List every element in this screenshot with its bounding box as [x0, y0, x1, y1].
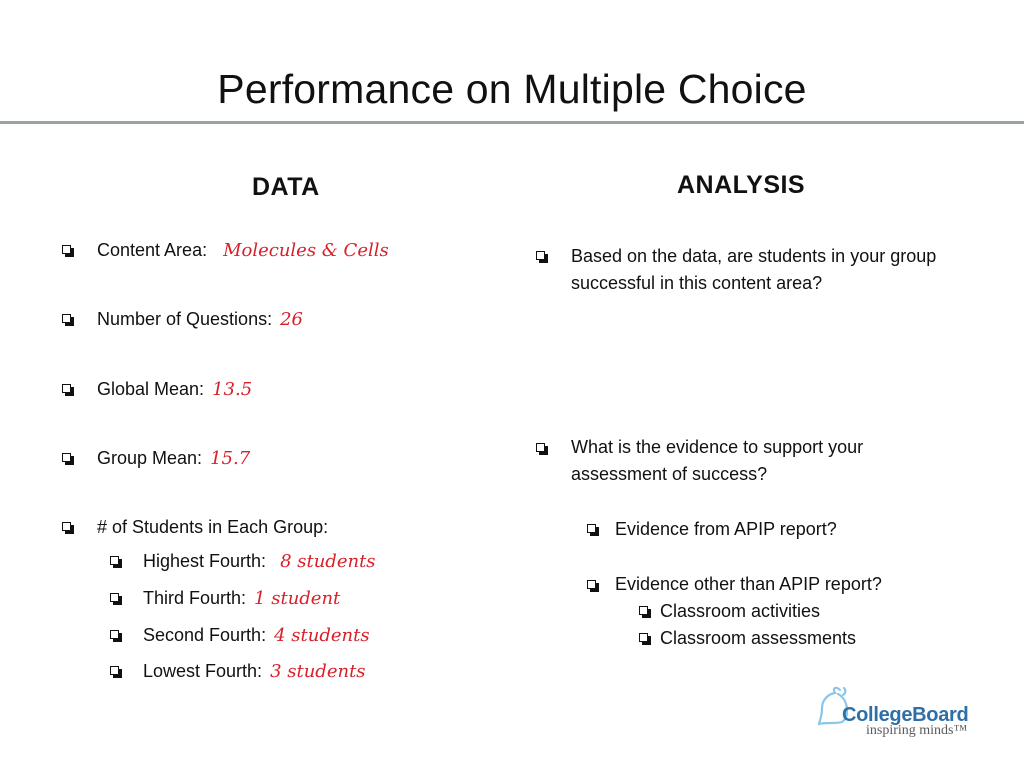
data-item-label: Content Area:: [97, 240, 208, 260]
analysis-question-evidence: What is the evidence to support your assessment of success?: [571, 437, 864, 484]
checkbox-bullet-icon: [639, 633, 648, 642]
checkbox-bullet-icon: [639, 606, 648, 615]
data-item-global-mean: [97, 376, 252, 403]
analysis-heading: ANALYSIS: [677, 171, 806, 199]
group-item-value: 1 student: [254, 588, 341, 609]
checkbox-bullet-icon: [587, 580, 596, 589]
data-item-value: 15.7: [210, 448, 251, 469]
collegeboard-logo: [818, 684, 990, 742]
data-item-value: 26: [280, 309, 303, 330]
logo-tagline: inspiring minds™: [866, 723, 968, 738]
title-divider: [0, 121, 1024, 124]
checkbox-bullet-icon: [536, 443, 545, 452]
group-item-lowest: [143, 658, 366, 685]
group-item-value: 4 students: [274, 625, 370, 646]
group-item-highest: [143, 548, 376, 575]
analysis-sub-other-item: Classroom assessments: [660, 628, 857, 648]
group-item-second: [143, 622, 370, 649]
group-item-third: [143, 585, 340, 612]
checkbox-bullet-icon: [110, 666, 119, 675]
slide-title: Performance on Multiple Choice: [217, 66, 807, 112]
data-heading: DATA: [252, 173, 320, 201]
group-item-value: 3 students: [270, 661, 366, 682]
checkbox-bullet-icon: [62, 245, 71, 254]
data-item-label: # of Students in Each Group:: [97, 517, 329, 537]
checkbox-bullet-icon: [62, 384, 71, 393]
data-item-number-of-questions: [97, 306, 303, 333]
group-item-label: Second Fourth:: [143, 625, 267, 645]
checkbox-bullet-icon: [110, 556, 119, 565]
data-item-value: Molecules & Cells: [223, 240, 389, 261]
analysis-question-success: Based on the data, are students in your group successful in this content area?: [571, 246, 937, 293]
checkbox-bullet-icon: [587, 524, 596, 533]
group-item-label: Third Fourth:: [143, 588, 247, 608]
group-item-label: Lowest Fourth:: [143, 661, 263, 681]
data-item-group-mean: [97, 445, 250, 472]
logo-wordmark: CollegeBoard: [842, 704, 969, 726]
data-item-content-area: [97, 237, 389, 264]
group-item-value: 8 students: [280, 551, 376, 572]
analysis-sub-apip: Evidence from APIP report?: [615, 519, 837, 539]
data-item-students-per-group: [97, 514, 328, 541]
checkbox-bullet-icon: [62, 314, 71, 323]
checkbox-bullet-icon: [62, 453, 71, 462]
data-item-label: Group Mean:: [97, 448, 203, 468]
analysis-sub-other: Evidence other than APIP report?: [615, 574, 882, 594]
checkbox-bullet-icon: [110, 630, 119, 639]
data-item-value: 13.5: [212, 379, 253, 400]
analysis-sub-other-item: Classroom activities: [660, 601, 821, 621]
data-item-label: Global Mean:: [97, 379, 205, 399]
checkbox-bullet-icon: [110, 593, 119, 602]
group-item-label: Highest Fourth:: [143, 551, 267, 571]
data-item-label: Number of Questions:: [97, 309, 273, 329]
checkbox-bullet-icon: [62, 522, 71, 531]
checkbox-bullet-icon: [536, 251, 545, 260]
